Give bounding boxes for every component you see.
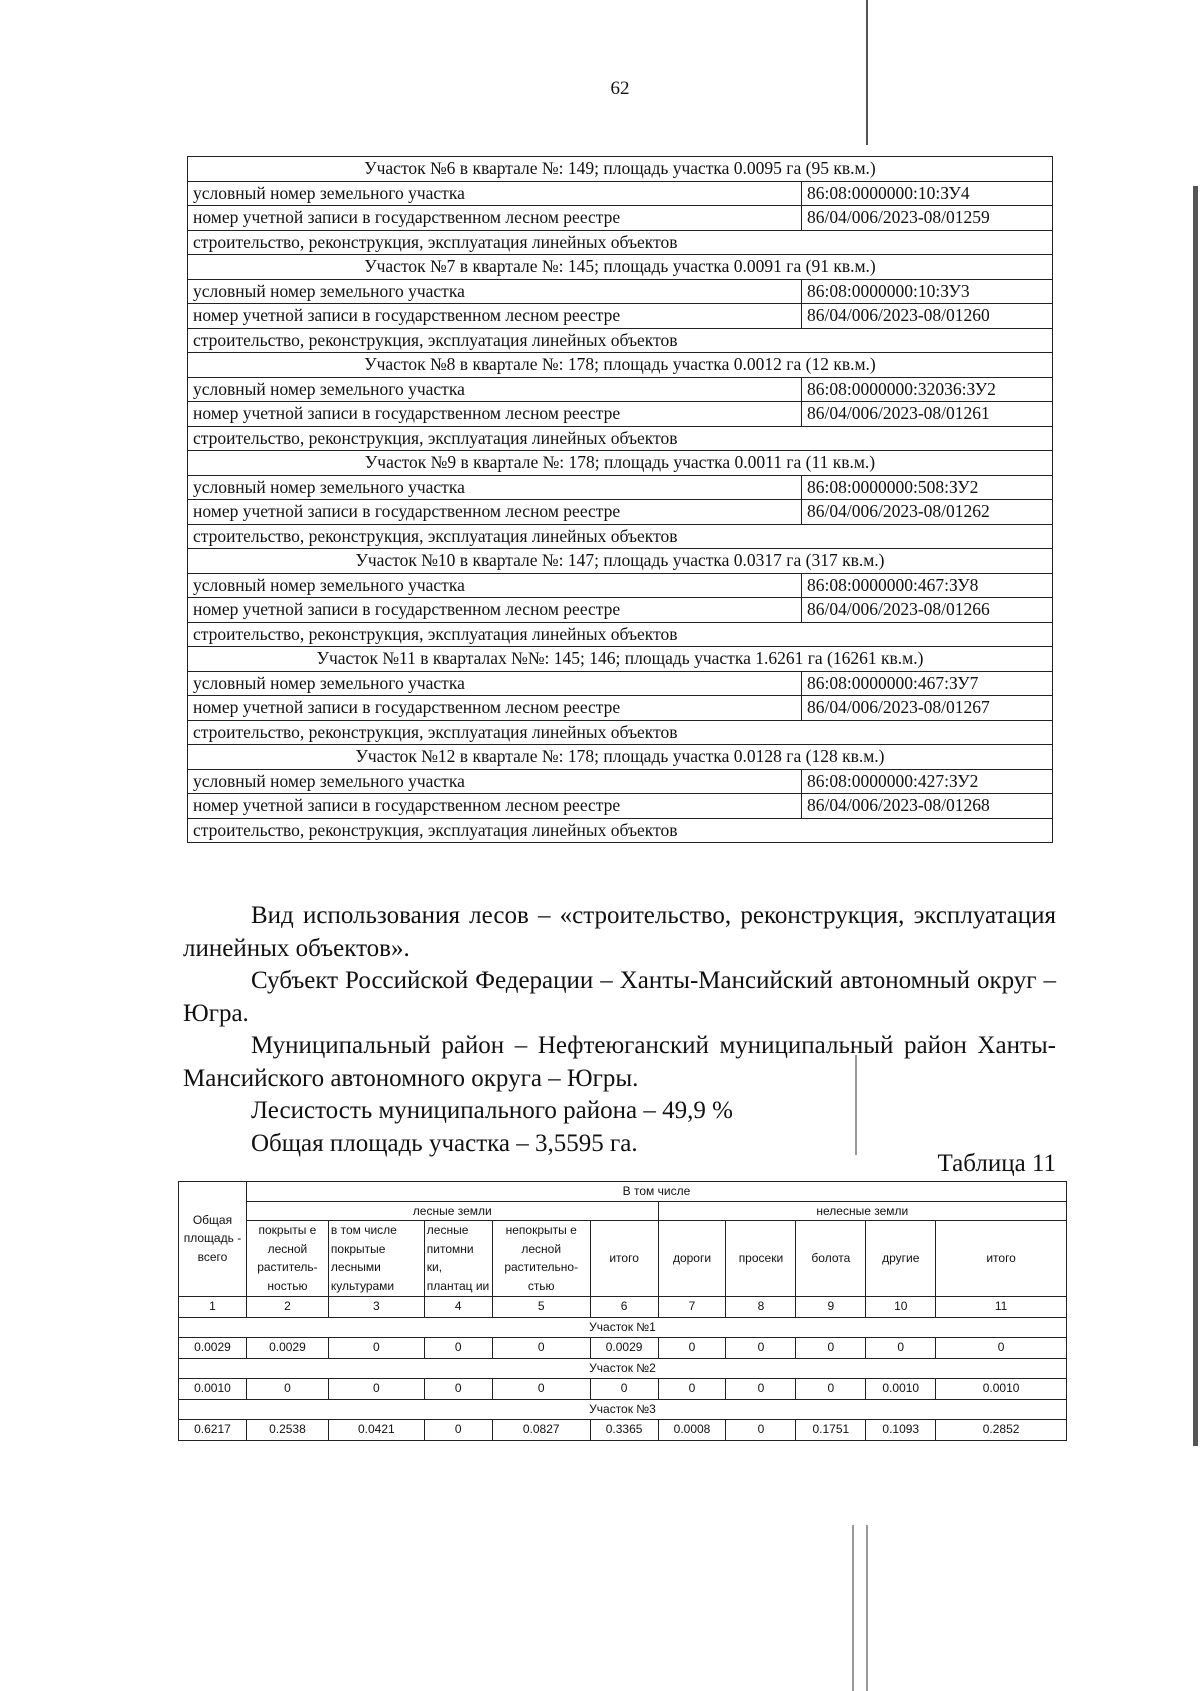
column-number: 2 <box>246 1296 328 1317</box>
table-cell: 0 <box>936 1337 1067 1358</box>
plot-header: Участок №10 в квартале №: 147; площадь участка 0.0317 га (317 кв.м.) <box>188 549 1053 574</box>
cadastral-number-value: 86:08:0000000:10:ЗУ3 <box>802 279 1053 304</box>
cadastral-number-label: условный номер земельного участка <box>188 377 802 402</box>
plot-header: Участок №7 в квартале №: 145; площадь участка 0.0091 га (91 кв.м.) <box>188 255 1053 280</box>
table-cell: 0 <box>796 1378 866 1399</box>
plot-purpose: строительство, реконструкция, эксплуатация линейных объектов <box>188 622 1053 647</box>
table-cell: 0 <box>726 1378 796 1399</box>
table-row <box>179 1337 1067 1358</box>
cadastral-number-value: 86:08:0000000:10:ЗУ4 <box>802 181 1053 206</box>
plot-header: Участок №8 в квартале №: 178; площадь участка 0.0012 га (12 кв.м.) <box>188 353 1053 378</box>
plot-purpose: строительство, реконструкция, эксплуатация линейных объектов <box>188 426 1053 451</box>
plot-purpose: строительство, реконструкция, эксплуатация линейных объектов <box>188 720 1053 745</box>
plot-header-row <box>188 745 1053 770</box>
table-cell: 0 <box>492 1337 590 1358</box>
plot-header-row <box>188 451 1053 476</box>
plot-name: Участок №3 <box>179 1399 1067 1419</box>
scan-artifact-line <box>866 0 868 145</box>
paragraph-total-area: Общая площадь участка – 3,5595 га. <box>251 1129 638 1157</box>
plot-header: Участок №6 в квартале №: 149; площадь участка 0.0095 га (95 кв.м.) <box>188 157 1053 182</box>
table-row <box>179 1419 1067 1440</box>
plot-registry-row <box>188 696 1053 721</box>
cadastral-number-label: условный номер земельного участка <box>188 475 802 500</box>
plot-header: Участок №12 в квартале №: 178; площадь участка 0.0128 га (128 кв.м.) <box>188 745 1053 770</box>
column-header: дороги <box>658 1221 726 1296</box>
plot-purpose-row <box>188 720 1053 745</box>
paragraph-forest-use: Вид использования лесов – «строительство, реконструкция, эксплуатация линейных объектов». <box>183 902 1056 962</box>
land-category-table <box>178 1181 1067 1441</box>
plot-purpose-row <box>188 426 1053 451</box>
table-cell: 0 <box>424 1337 492 1358</box>
plot-purpose-row <box>188 622 1053 647</box>
registry-record-label: номер учетной записи в государственном лесном реестре <box>188 402 802 427</box>
plot-header-row <box>188 157 1053 182</box>
header-total-area: Общая площадь - всего <box>179 1182 247 1297</box>
table-header-row <box>179 1201 1067 1221</box>
registry-record-label: номер учетной записи в государственном лесном реестре <box>188 794 802 819</box>
column-header: покрыты е лесной раститель-ностью <box>246 1221 328 1296</box>
table-cell: 0 <box>424 1419 492 1440</box>
column-number: 4 <box>424 1296 492 1317</box>
column-header: болота <box>796 1221 866 1296</box>
registry-record-value: 86/04/006/2023-08/01266 <box>802 598 1053 623</box>
table-cell: 0.0029 <box>179 1337 247 1358</box>
cadastral-number-label: условный номер земельного участка <box>188 769 802 794</box>
plot-purpose-row <box>188 230 1053 255</box>
plot-cadastral-row <box>188 377 1053 402</box>
table-cell: 0.0010 <box>936 1378 1067 1399</box>
header-nonforest-lands: нелесные земли <box>658 1201 1066 1221</box>
column-header: непокрыты е лесной растительно-стью <box>492 1221 590 1296</box>
table-header-row <box>179 1221 1067 1296</box>
plot-header-row <box>188 255 1053 280</box>
column-number: 8 <box>726 1296 796 1317</box>
column-number-row <box>179 1296 1067 1317</box>
scan-artifact-line <box>1193 186 1198 1446</box>
column-header: итого <box>936 1221 1067 1296</box>
registry-record-label: номер учетной записи в государственном лесном реестре <box>188 696 802 721</box>
column-number: 1 <box>179 1296 247 1317</box>
cadastral-number-label: условный номер земельного участка <box>188 671 802 696</box>
plot-purpose-row <box>188 818 1053 843</box>
plot-purpose-row <box>188 524 1053 549</box>
table-cell: 0 <box>328 1378 424 1399</box>
table-cell: 0 <box>424 1378 492 1399</box>
table-cell: 0.2852 <box>936 1419 1067 1440</box>
plot-cadastral-row <box>188 573 1053 598</box>
header-forest-lands: лесные земли <box>246 1201 658 1221</box>
column-header: лесные питомни ки, плантац ии <box>424 1221 492 1296</box>
plot-cadastral-row <box>188 181 1053 206</box>
table-cell: 0 <box>328 1337 424 1358</box>
plot-registry-row <box>188 206 1053 231</box>
table-caption: Таблица 11 <box>937 1150 1056 1177</box>
table-cell: 0.2538 <box>246 1419 328 1440</box>
plot-registry-row <box>188 598 1053 623</box>
table-cell: 0.0010 <box>866 1378 936 1399</box>
cadastral-number-label: условный номер земельного участка <box>188 573 802 598</box>
table-cell: 0 <box>246 1378 328 1399</box>
registry-record-value: 86/04/006/2023-08/01262 <box>802 500 1053 525</box>
page-number: 62 <box>610 78 630 99</box>
plot-registry-row <box>188 500 1053 525</box>
table-cell: 0 <box>866 1337 936 1358</box>
plot-purpose: строительство, реконструкция, эксплуатация линейных объектов <box>188 818 1053 843</box>
column-number: 5 <box>492 1296 590 1317</box>
plot-purpose: строительство, реконструкция, эксплуатация линейных объектов <box>188 524 1053 549</box>
column-number: 11 <box>936 1296 1067 1317</box>
table-cell: 0 <box>796 1337 866 1358</box>
plot-name: Участок №2 <box>179 1358 1067 1378</box>
cadastral-number-value: 86:08:0000000:467:ЗУ7 <box>802 671 1053 696</box>
header-including: В том числе <box>246 1182 1066 1202</box>
plot-name-row <box>179 1317 1067 1337</box>
plot-header-row <box>188 647 1053 672</box>
plot-cadastral-row <box>188 671 1053 696</box>
cadastral-number-value: 86:08:0000000:427:ЗУ2 <box>802 769 1053 794</box>
column-number: 7 <box>658 1296 726 1317</box>
paragraph-federal-subject: Субъект Российской Федерации – Ханты-Мансийский автономный округ – Югра. <box>183 967 1056 1027</box>
table-cell: 0.0010 <box>179 1378 247 1399</box>
table-cell: 0.0827 <box>492 1419 590 1440</box>
cadastral-number-value: 86:08:0000000:467:ЗУ8 <box>802 573 1053 598</box>
plot-header: Участок №11 в кварталах №№: 145; 146; площадь участка 1.6261 га (16261 кв.м.) <box>188 647 1053 672</box>
table-cell: 0 <box>492 1378 590 1399</box>
description-text <box>183 900 1056 1160</box>
registry-record-label: номер учетной записи в государственном лесном реестре <box>188 304 802 329</box>
table-cell: 0.3365 <box>590 1419 658 1440</box>
table-cell: 0.1093 <box>866 1419 936 1440</box>
registry-record-value: 86/04/006/2023-08/01259 <box>802 206 1053 231</box>
registry-record-label: номер учетной записи в государственном лесном реестре <box>188 500 802 525</box>
table-cell: 0 <box>590 1378 658 1399</box>
registry-record-value: 86/04/006/2023-08/01267 <box>802 696 1053 721</box>
table-cell: 0 <box>658 1337 726 1358</box>
column-number: 6 <box>590 1296 658 1317</box>
plot-cadastral-row <box>188 475 1053 500</box>
plot-purpose: строительство, реконструкция, эксплуатация линейных объектов <box>188 328 1053 353</box>
table-cell: 0.0008 <box>658 1419 726 1440</box>
table-cell: 0.6217 <box>179 1419 247 1440</box>
plot-registry-row <box>188 304 1053 329</box>
plot-registry-row <box>188 794 1053 819</box>
table-cell: 0 <box>658 1378 726 1399</box>
column-header: итого <box>590 1221 658 1296</box>
plot-name-row <box>179 1358 1067 1378</box>
registry-record-value: 86/04/006/2023-08/01260 <box>802 304 1053 329</box>
registry-record-value: 86/04/006/2023-08/01261 <box>802 402 1053 427</box>
paragraph-municipal-district: Муниципальный район – Нефтеюганский муниципальный район Ханты-Мансийского автономного округа – Югры. <box>183 1032 1056 1092</box>
plot-header-row <box>188 353 1053 378</box>
cadastral-number-label: условный номер земельного участка <box>188 279 802 304</box>
plot-cadastral-row <box>188 279 1053 304</box>
column-header: в том числе покрытые лесными культурами <box>328 1221 424 1296</box>
plot-name-row <box>179 1399 1067 1419</box>
column-number: 9 <box>796 1296 866 1317</box>
scan-artifact-line <box>866 1525 868 1691</box>
plot-header-row <box>188 549 1053 574</box>
table-header-row <box>179 1182 1067 1202</box>
table-cell: 0.0029 <box>590 1337 658 1358</box>
column-number: 3 <box>328 1296 424 1317</box>
column-number: 10 <box>866 1296 936 1317</box>
table-cell: 0.1751 <box>796 1419 866 1440</box>
scan-artifact-line <box>852 1525 854 1691</box>
column-header: просеки <box>726 1221 796 1296</box>
cadastral-number-label: условный номер земельного участка <box>188 181 802 206</box>
cadastral-number-value: 86:08:0000000:508:ЗУ2 <box>802 475 1053 500</box>
table-cell: 0 <box>726 1337 796 1358</box>
registry-record-label: номер учетной записи в государственном лесном реестре <box>188 206 802 231</box>
plot-cadastral-row <box>188 769 1053 794</box>
registry-record-label: номер учетной записи в государственном лесном реестре <box>188 598 802 623</box>
table-row <box>179 1378 1067 1399</box>
table-cell: 0 <box>726 1419 796 1440</box>
cadastral-number-value: 86:08:0000000:32036:ЗУ2 <box>802 377 1053 402</box>
plot-purpose-row <box>188 328 1053 353</box>
plots-table <box>187 156 1053 843</box>
plot-registry-row <box>188 402 1053 427</box>
table-cell: 0.0029 <box>246 1337 328 1358</box>
paragraph-forest-cover: Лесистость муниципального района – 49,9 % <box>251 1097 733 1124</box>
plot-name: Участок №1 <box>179 1317 1067 1337</box>
registry-record-value: 86/04/006/2023-08/01268 <box>802 794 1053 819</box>
plot-header: Участок №9 в квартале №: 178; площадь участка 0.0011 га (11 кв.м.) <box>188 451 1053 476</box>
table-cell: 0.0421 <box>328 1419 424 1440</box>
plot-purpose: строительство, реконструкция, эксплуатация линейных объектов <box>188 230 1053 255</box>
column-header: другие <box>866 1221 936 1296</box>
